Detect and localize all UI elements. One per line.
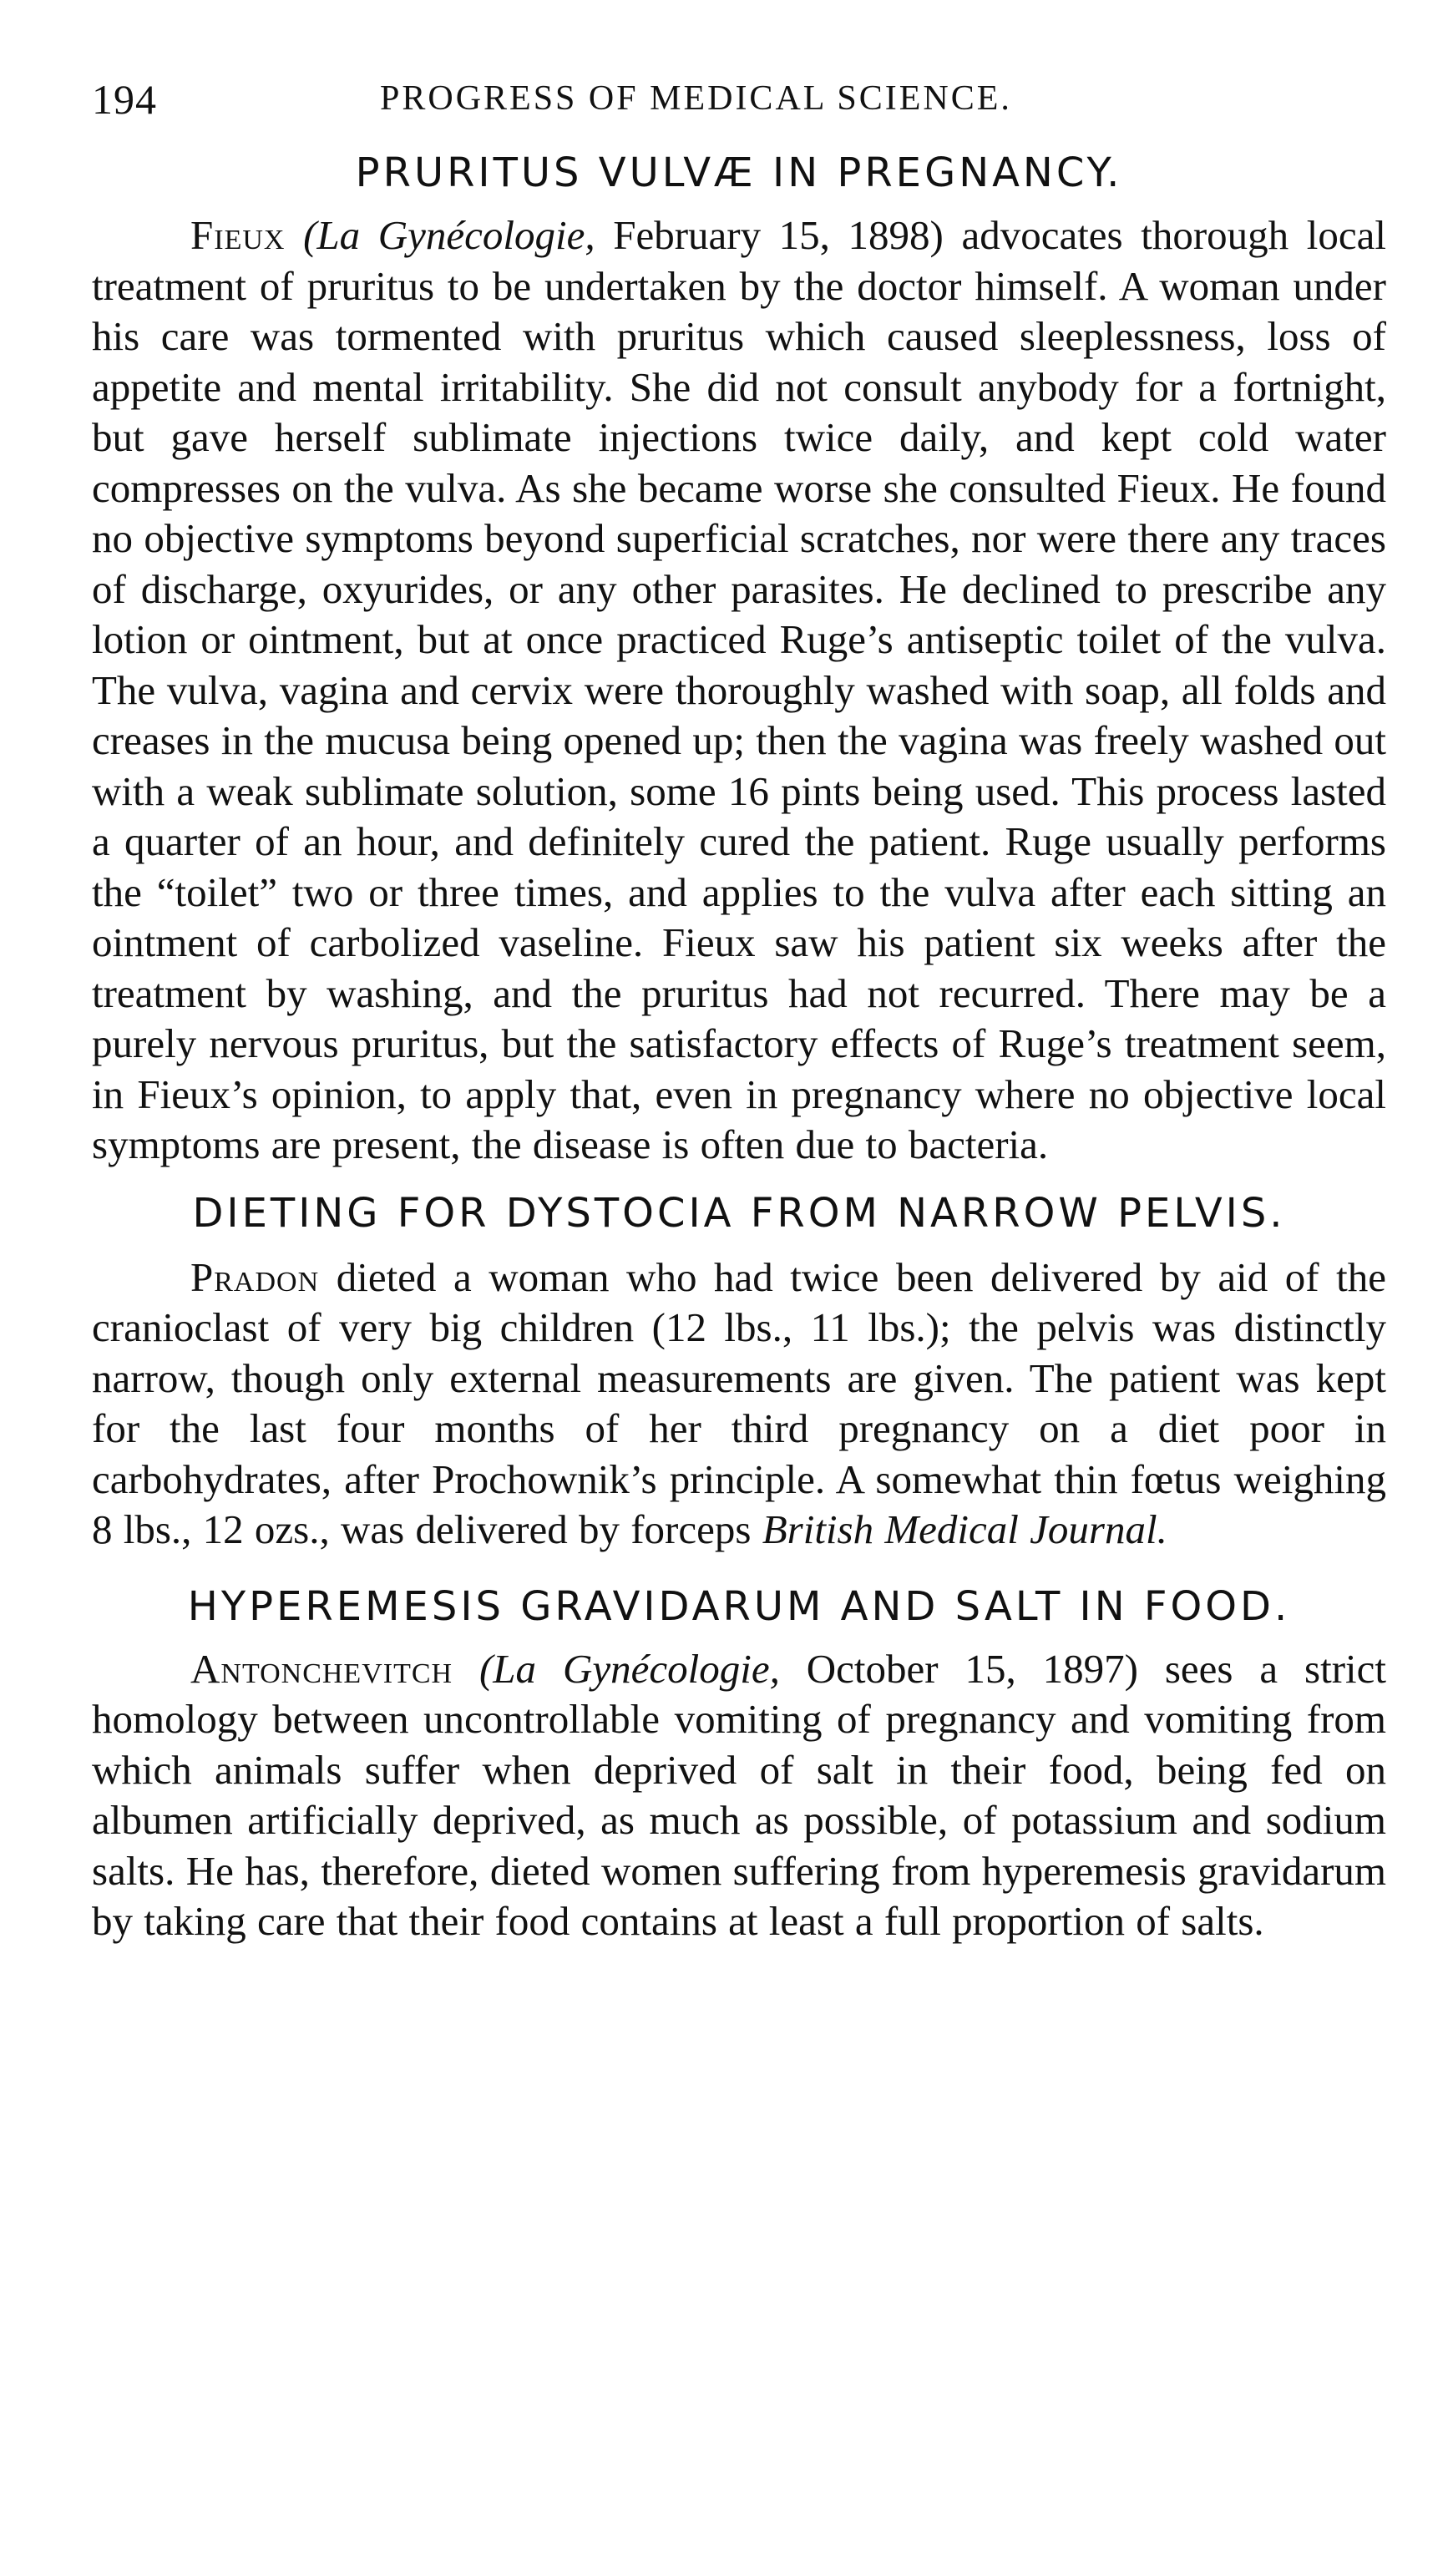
section-paragraph-pruritus (92, 210, 1386, 1171)
author-name: Antonchevitch (190, 1645, 453, 1692)
section-heading-hyperemesis: HYPEREMESIS GRAVIDARUM AND SALT IN FOOD. (187, 1582, 1291, 1630)
paragraph-text: February 15, 1898) advocates thorough local treatment of pruritus to be undertaken by the doctor himself. A woman under his care was tormented with pruritus which caused sleeplessness, loss of appetite and mental irritability. She did not consult anybody for a fortnight, but gave herself sublimate injections twice daily, and kept cold water compresses on the vulva. As she became worse she consulted Fieux. He found no objective symptoms beyond superficial scratches, nor were there any traces of discharge, oxyurides, or any other parasites. He declined to prescribe any lotion or ointment, but at once practiced Ruge’s antiseptic toilet of the vulva. The vulva, vagina and cervix were thoroughly washed with soap, all folds and creases in the mucusa being opened up; then the vagina was freely washed out with a weak sublimate solution, some 16 pints being used. This process lasted a quarter of an hour, and definitely cured the patient. Ruge usually performs the “toilet” two or three times, and applies to the vulva after each sitting an ointment of carbolized vaseline. Fieux saw his patient six weeks after the treatment by washing, and the pruritus had not recurred. There may be a purely nervous pruritus, but the satisfactory effects of Ruge’s treatment seem, in Fieux’s opinion, to apply that, even in pregnancy where no objective local symptoms are present, the disease is often due to bacteria. (92, 212, 1386, 1167)
author-name: Fieux (190, 212, 286, 258)
source-citation: (La Gynécologie, (478, 1645, 780, 1692)
source-citation: British Medical Journal. (762, 1506, 1167, 1552)
page (92, 67, 1386, 1947)
source-citation: (La Gynécologie, (303, 212, 595, 258)
section-paragraph-dieting (92, 1253, 1386, 1556)
section-heading-pruritus: PRURITUS VULVÆ IN PREGNANCY. (355, 149, 1123, 196)
paragraph-text: dieted a woman who had twice been delivered by aid of the cranioclast of very big children (12 lbs., 11 lbs.); the pelvis was distinctly narrow, though only external measurements are given. The patient was kept for the last four months of her third pregnancy on a diet poor in carbohydrates, after Prochownik’s principle. A somewhat thin fœtus weighing 8 lbs., 12 ozs., was delivered by forceps (92, 1253, 1386, 1552)
running-title: PROGRESS OF MEDICAL SCIENCE. (380, 79, 1012, 118)
paragraph-text: October 15, 1897) sees a strict homology between uncontrollable vomiting of pregnancy and vomiting from which animals suffer when deprived of salt in their food, being fed on albumen artificially deprived, as much as possible, of potassium and sodium salts. He has, therefore, dieted women suffering from hyperemesis gravidarum by taking care that their food contains at least a full proportion of salts. (92, 1645, 1386, 1944)
page-number: 194 (92, 76, 157, 123)
section-paragraph-hyperemesis (92, 1644, 1386, 1947)
running-head (92, 67, 1386, 134)
author-name: Pradon (190, 1253, 320, 1300)
section-heading-dieting: DIETING FOR DYSTOCIA FROM NARROW PELVIS. (192, 1189, 1286, 1237)
